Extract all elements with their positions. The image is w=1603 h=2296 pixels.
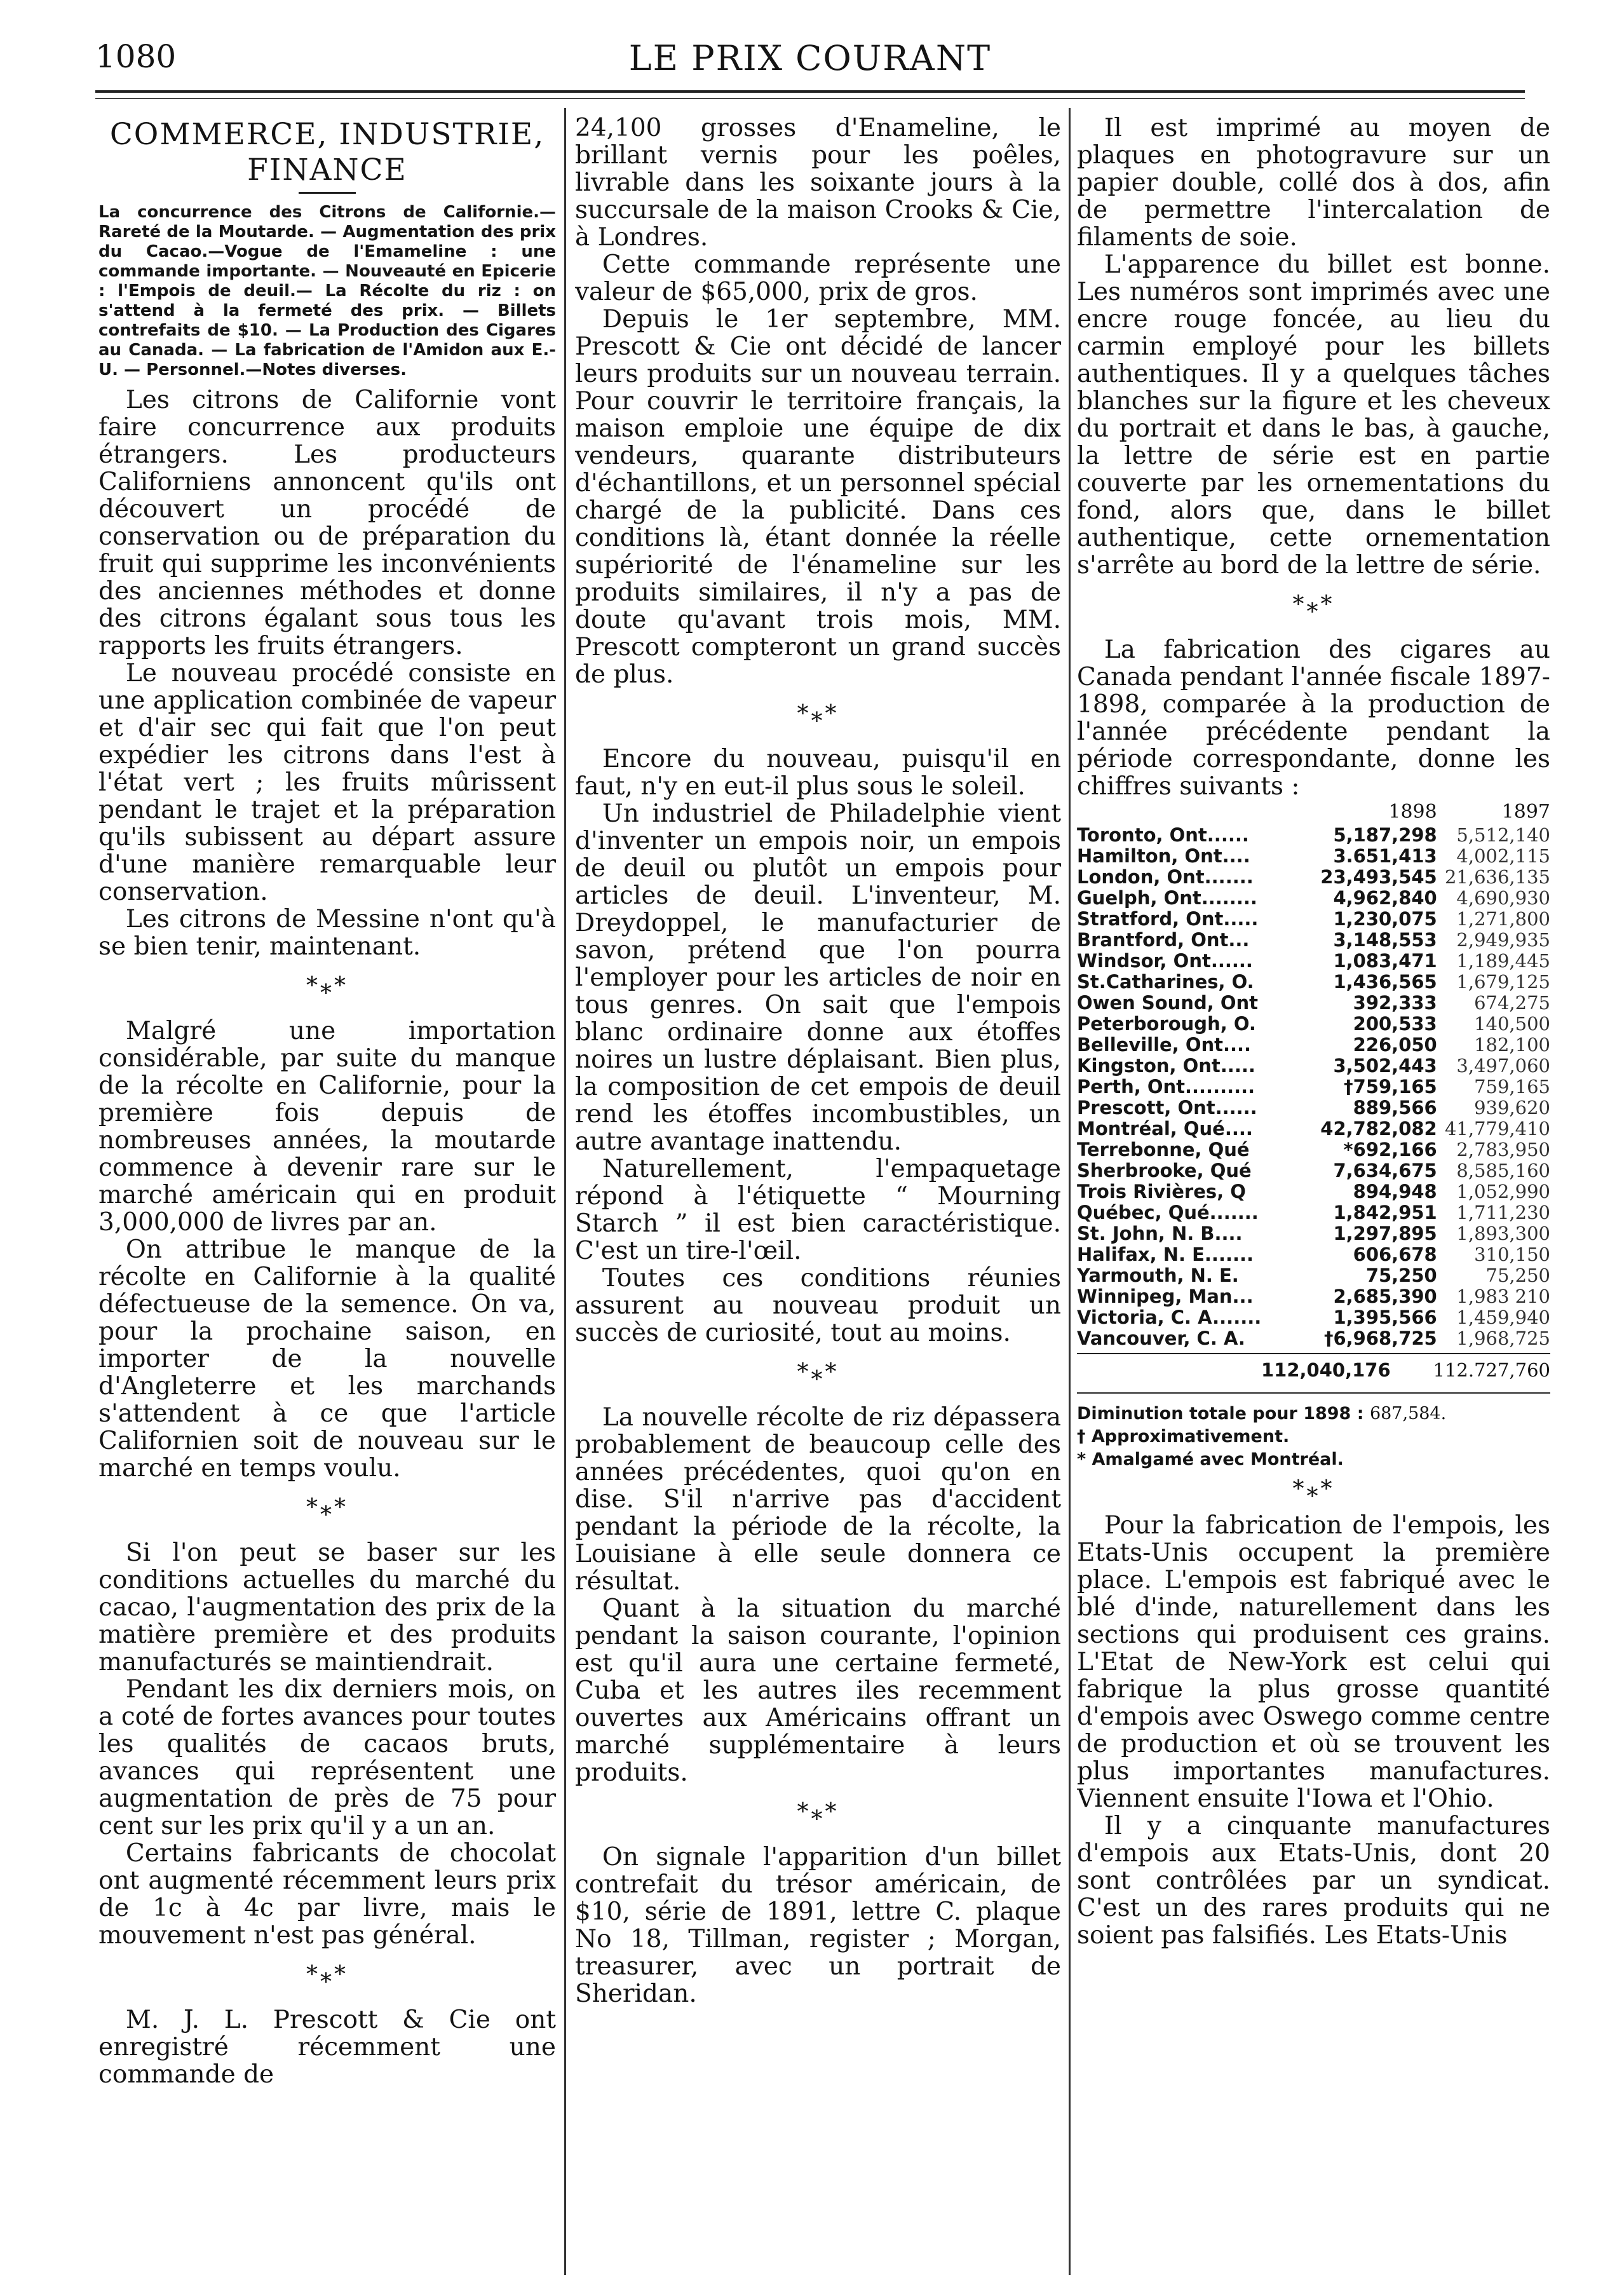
table-cell-1898: †759,165 xyxy=(1344,1076,1437,1097)
table-cell-1898: 889,566 xyxy=(1353,1097,1437,1118)
article-paragraph: Pendant les dix derniers mois, on a coté de fortes avances pour toutes les qualités de cacaos bruts, avances qui représentent une augmentation de près de 75 pour cent sur les prix qu'il y a un an. xyxy=(98,1675,556,1840)
table-cell-1898: 3,502,443 xyxy=(1333,1055,1437,1077)
table-cell-city: Victoria, C. A....... xyxy=(1077,1307,1262,1328)
section-title-line-1: COMMERCE, INDUSTRIE, xyxy=(109,117,545,152)
table-cell-city: London, Ont....... xyxy=(1077,866,1254,888)
table-row xyxy=(1077,1244,1550,1265)
table-cell-1898: *692,166 xyxy=(1343,1139,1437,1160)
table-row xyxy=(1077,1286,1550,1307)
table-cell-1898: 1,395,566 xyxy=(1333,1307,1437,1328)
article-paragraph: Il y a cinquante manufactures d'empois aux Etats-Unis, dont 20 sont contrôlées par un syndicat. C'est un des rares produits qui ne soient pas falsifiés. Les Etats-Unis xyxy=(1077,1812,1550,1950)
table-cell-city: Hamilton, Ont.... xyxy=(1077,845,1250,867)
table-row xyxy=(1077,1202,1550,1223)
table-cell-city: Trois Rivières, Q xyxy=(1077,1181,1246,1202)
table-row xyxy=(1077,1160,1550,1181)
article-paragraph: Il est imprimé au moyen de plaques en photogravure sur un papier double, collé dos à dos, afin de permettre l'intercalation de filaments de soie. xyxy=(1077,114,1550,252)
table-cell-1897: 310,150 xyxy=(1474,1244,1550,1265)
article-paragraph: Pour la fabrication de l'empois, les Etats-Unis occupent la première place. L'empois est fabriqué avec le blé d'inde, naturellement dans les sections qui produisent ces grains. L'Etat de New-York est celui qui fabrique la plus grosse quantité d'empois avec Oswego comme centre de production et où se trouvent les plus importantes manufactures. Viennent ensuite l'Iowa et l'Ohio. xyxy=(1077,1511,1550,1813)
table-cell-1898: 2,685,390 xyxy=(1333,1286,1437,1307)
section-title xyxy=(98,117,556,188)
table-cell-1898: 392,333 xyxy=(1353,992,1437,1014)
table-cell-1897: 1,893,300 xyxy=(1456,1223,1550,1244)
table-cell-1898: 42,782,082 xyxy=(1320,1118,1437,1139)
table-cell-1897: 4,690,930 xyxy=(1456,887,1550,909)
table-cell-1898: 1,842,951 xyxy=(1333,1202,1437,1223)
year-header-1898: 1898 xyxy=(1388,801,1437,823)
article-paragraph: Quant à la situation du marché pendant la saison courante, l'opinion est qu'il aura une certaine fermeté, Cuba et les autres iles recemment ouvertes aux Américains offrant un marché supplémentaire à leurs produits. xyxy=(575,1594,1061,1787)
journal-title: LE PRIX COURANT xyxy=(628,38,992,78)
table-cell-city: St.Catharines, O. xyxy=(1077,971,1254,993)
column-1 xyxy=(98,114,556,2281)
table-cell-city: Windsor, Ont...... xyxy=(1077,950,1253,972)
diminution-note xyxy=(1077,1403,1550,1425)
table-cell-1897: 1,968,725 xyxy=(1456,1328,1550,1349)
cigar-production-table xyxy=(1077,801,1550,1349)
table-cell-1898: 200,533 xyxy=(1353,1013,1437,1035)
table-cell-1898: 1,230,075 xyxy=(1333,908,1437,930)
table-cell-city: Toronto, Ont...... xyxy=(1077,824,1249,846)
table-row xyxy=(1077,972,1550,993)
article-paragraph: On attribue le manque de la récolte en Californie à la qualité défectueuse de la semence. On va, pour la prochaine saison, en importer de la nouvelle d'Angleterre et les marchands s'attendent à ce que l'article Californien soit de nouveau sur le marché en temps voulu. xyxy=(98,1235,556,1483)
article-paragraph: Naturellement, l'empaquetage répond à l'étiquette “ Mourning Starch ” il est bien caractéristique. C'est un tire-l'œil. xyxy=(575,1155,1061,1265)
article-paragraph: 24,100 grosses d'Enameline, le brillant vernis pour les poêles, livrable dans les soixante jours à la succursale de la maison Crooks & Cie, à Londres. xyxy=(575,114,1061,252)
section-separator: *⁎* xyxy=(797,701,839,727)
column-divider xyxy=(1069,108,1071,2275)
table-row xyxy=(1077,951,1550,972)
table-cell-city: Sherbrooke, Qué xyxy=(1077,1160,1252,1181)
table-row xyxy=(1077,993,1550,1014)
article-paragraph: Si l'on peut se baser sur les conditions actuelles du marché du cacao, l'augmentation des prix de la matière première et des produits manufacturés se maintiendrait. xyxy=(98,1539,556,1676)
table-cell-1897: 1,711,230 xyxy=(1456,1202,1550,1223)
article-paragraph: Le nouveau procédé consiste en une application combinée de vapeur et d'air sec qui fait que l'on peut expédier les citrons dans l'est à l'état vert ; les fruits mûrissent pendant le trajet et la préparation qu'ils subissent au départ assure d'une manière remarquable leur conservation. xyxy=(98,659,556,906)
table-cell-1898: 226,050 xyxy=(1353,1034,1437,1056)
section-separator: *⁎* xyxy=(1292,1476,1335,1502)
table-cell-1897: 1,459,940 xyxy=(1456,1307,1550,1328)
table-row xyxy=(1077,1056,1550,1077)
table-cell-city: Vancouver, C. A. xyxy=(1077,1328,1245,1349)
table-cell-1898: 1,083,471 xyxy=(1333,950,1437,972)
table-cell-1897: 182,100 xyxy=(1474,1034,1550,1056)
table-cell-1897: 2,949,935 xyxy=(1456,929,1550,951)
table-row xyxy=(1077,930,1550,951)
table-row xyxy=(1077,1328,1550,1349)
table-row xyxy=(1077,1118,1550,1139)
article-paragraph: M. J. L. Prescott & Cie ont enregistré récemment une commande de xyxy=(98,2006,556,2089)
table-cell-city: Halifax, N. E....... xyxy=(1077,1244,1254,1265)
table-cell-city: Belleville, Ont.... xyxy=(1077,1034,1252,1056)
table-cell-1898: 606,678 xyxy=(1353,1244,1437,1265)
section-separator: *⁎* xyxy=(1292,592,1335,618)
section-separator: *⁎* xyxy=(306,1495,348,1521)
table-cell-1898: †6,968,725 xyxy=(1323,1328,1437,1349)
article-paragraph: Cette commande représente une valeur de $65,000, prix de gros. xyxy=(575,250,1061,306)
table-row xyxy=(1077,1181,1550,1202)
table-cell-1898: 5,187,298 xyxy=(1333,824,1437,846)
table-cell-city: Brantford, Ont... xyxy=(1077,929,1250,951)
table-cell-1898: 894,948 xyxy=(1353,1181,1437,1202)
year-header-1897: 1897 xyxy=(1501,801,1550,823)
table-cell-city: Prescott, Ont...... xyxy=(1077,1097,1257,1118)
table-cell-1897: 75,250 xyxy=(1485,1265,1550,1286)
amalgamation-note: * Amalgamé avec Montréal. xyxy=(1077,1450,1344,1469)
article-paragraph: Toutes ces conditions réunies assurent au nouveau produit un succès de curiosité, tout au moins. xyxy=(575,1264,1061,1347)
section-title-line-2: FINANCE xyxy=(247,153,407,187)
table-cell-city: Yarmouth, N. E. xyxy=(1077,1265,1239,1286)
table-cell-city: Owen Sound, Ont xyxy=(1077,992,1258,1014)
article-paragraph: La fabrication des cigares au Canada pendant l'année fiscale 1897-1898, comparée à la production de l'année précédente pendant la période correspondante, donne les chiffres suivants : xyxy=(1077,635,1550,801)
table-cell-city: Winnipeg, Man... xyxy=(1077,1286,1254,1307)
table-cell-city: Guelph, Ont........ xyxy=(1077,887,1257,909)
table-cell-1897: 1,679,125 xyxy=(1456,971,1550,993)
table-cell-1897: 4,002,115 xyxy=(1456,845,1550,867)
column-3 xyxy=(1077,114,1550,2281)
table-row xyxy=(1077,1223,1550,1244)
table-cell-1897: 140,500 xyxy=(1474,1013,1550,1035)
diminution-value: 687,584. xyxy=(1369,1404,1447,1423)
total-1898: 112,040,176 xyxy=(1261,1359,1391,1381)
table-row xyxy=(1077,888,1550,909)
diminution-label: Diminution totale pour 1898 : xyxy=(1077,1404,1364,1423)
article-paragraph: Les citrons de Californie vont faire concurrence aux produits étrangers. Les producteurs Californiens annoncent qu'ils ont découvert un procédé de conservation ou de préparation du fruit qui supprime les inconvénients des anciennes méthodes et donne des citrons égalant sous tous les rapports les fruits étrangers. xyxy=(98,386,556,660)
table-cell-1897: 759,165 xyxy=(1474,1076,1550,1097)
section-separator: *⁎* xyxy=(797,1359,839,1385)
table-cell-city: St. John, N. B.... xyxy=(1077,1223,1243,1244)
table-cell-1897: 1,189,445 xyxy=(1456,950,1550,972)
table-cell-city: Kingston, Ont..... xyxy=(1077,1055,1255,1077)
notes-rule xyxy=(1077,1392,1550,1394)
table-cell-1897: 1,052,990 xyxy=(1456,1181,1550,1202)
table-row xyxy=(1077,846,1550,867)
article-paragraph: Malgré une importation considérable, par suite du manque de la récolte en Californie, pour la première fois depuis de nombreuses années, la moutarde commence à devenir rare sur le marché américain qui en produit 3,000,000 de livres par an. xyxy=(98,1017,556,1237)
table-row xyxy=(1077,1265,1550,1286)
table-cell-1897: 5,512,140 xyxy=(1456,824,1550,846)
cigar-table-body xyxy=(1077,825,1550,1349)
table-row xyxy=(1077,867,1550,888)
column-2 xyxy=(575,114,1061,2281)
article-paragraph: Un industriel de Philadelphie vient d'inventer un empois noir, un empois de deuil ou plutôt un empois pour articles de deuil. L'inventeur, M. Dreydoppel, le manufacturier de savon, prétend que l'on pourra l'employer pour les articles de noir en tous genres. On sait que l'empois blanc ordinaire donne aux étoffes noires un lustre déplaisant. Bien plus, la composition de cet empois de deuil rend les étoffes incombustibles, un autre avantage inattendu. xyxy=(575,799,1061,1156)
table-cell-city: Stratford, Ont..... xyxy=(1077,908,1259,930)
table-cell-1897: 3,497,060 xyxy=(1456,1055,1550,1077)
table-row xyxy=(1077,909,1550,930)
article-paragraph: Depuis le 1er septembre, MM. Prescott & Cie ont décidé de lancer leurs produits sur un nouveau terrain. Pour couvrir le territoire français, la maison emploie une équipe de dix vendeurs, quarante distributeurs d'échantillons, et un personnel spécial chargé de la publicité. Dans ces conditions là, étant donnée la réelle supériorité de l'énameline sur les produits similaires, il n'y a pas de doute qu'avant trois mois, MM. Prescott compteront un grand succès de plus. xyxy=(575,305,1061,689)
approximation-note: † Approximativement. xyxy=(1077,1427,1290,1446)
table-row xyxy=(1077,1097,1550,1118)
article-paragraph: La nouvelle récolte de riz dépassera probablement de beaucoup celle des années précédentes, quoi qu'on en dise. S'il n'arrive pas d'accident pendant la période de la récolte, la Louisiane à elle seule donnera ce résultat. xyxy=(575,1403,1061,1596)
table-row xyxy=(1077,1307,1550,1328)
table-cell-1898: 1,436,565 xyxy=(1333,971,1437,993)
table-row xyxy=(1077,1077,1550,1097)
section-separator: *⁎* xyxy=(306,1962,348,1988)
table-cell-1898: 7,634,675 xyxy=(1333,1160,1437,1181)
table-row xyxy=(1077,1139,1550,1160)
table-header-blank xyxy=(1077,801,1320,825)
table-cell-1898: 23,493,545 xyxy=(1320,866,1437,888)
table-header-row xyxy=(1077,801,1550,825)
table-cell-1898: 1,297,895 xyxy=(1333,1223,1437,1244)
table-row xyxy=(1077,1014,1550,1035)
table-cell-city: Montréal, Qué.... xyxy=(1077,1118,1253,1139)
article-paragraph: Encore du nouveau, puisqu'il en faut, n'y en eut-il plus sous le soleil. xyxy=(575,745,1061,801)
section-separator: *⁎* xyxy=(306,973,348,999)
total-1897: 112.727,760 xyxy=(1433,1359,1550,1381)
table-row xyxy=(1077,1035,1550,1056)
table-cell-1897: 8,585,160 xyxy=(1456,1160,1550,1181)
table-row xyxy=(1077,825,1550,846)
title-dash xyxy=(299,192,356,194)
header-rule xyxy=(95,90,1525,93)
table-cell-1897: 2,783,950 xyxy=(1456,1139,1550,1160)
table-cell-1898: 75,250 xyxy=(1365,1265,1437,1286)
section-summary: La concurrence des Citrons de Californie.— Rareté de la Moutarde. — Augmentation des prix du Cacao.—Vogue de l'Emameline : une commande importante. — Nouveauté en Epicerie : l'Empois de deuil.— La Récolte du riz : on s'attend à la fermeté des prix. — Billets contrefaits de $10. — La Production des Cigares au Canada. — La fabrication de l'Amidon aux E.-U. — Personnel.—Notes diverses. xyxy=(98,203,556,379)
page-number: 1080 xyxy=(95,38,177,75)
table-cell-city: Québec, Qué....... xyxy=(1077,1202,1259,1223)
table-cell-1898: 3,148,553 xyxy=(1333,929,1437,951)
table-cell-city: Peterborough, O. xyxy=(1077,1013,1256,1035)
header-rule-thin xyxy=(95,98,1525,99)
table-total-row xyxy=(1077,1353,1550,1385)
article-paragraph: L'apparence du billet est bonne. Les numéros sont imprimés avec une encre rouge foncée, au lieu du carmin employé pour les billets authentiques. Il y a quelques tâches blanches sur la figure et les cheveux du portrait et dans le bas, à gauche, la lettre de série est en partie couverte par les ornementations du fond, alors que, dans le billet authentique, cette ornementation s'arrête au bord de la lettre de série. xyxy=(1077,250,1550,580)
section-separator: *⁎* xyxy=(797,1799,839,1825)
table-cell-1897: 41,779,410 xyxy=(1444,1118,1550,1139)
table-cell-1897: 674,275 xyxy=(1474,992,1550,1014)
table-cell-1897: 1,983 210 xyxy=(1456,1286,1550,1307)
table-cell-1897: 939,620 xyxy=(1474,1097,1550,1118)
table-cell-city: Perth, Ont.......... xyxy=(1077,1076,1255,1097)
article-paragraph: Les citrons de Messine n'ont qu'à se bien tenir, maintenant. xyxy=(98,905,556,961)
page-header xyxy=(95,38,1525,88)
table-cell-1898: 4,962,840 xyxy=(1333,887,1437,909)
table-cell-city: Terrebonne, Qué xyxy=(1077,1139,1250,1160)
table-cell-1897: 1,271,800 xyxy=(1456,908,1550,930)
article-paragraph: Certains fabricants de chocolat ont augmenté récemment leurs prix de 1c à 4c par livre, mais le mouvement n'est pas général. xyxy=(98,1839,556,1950)
table-cell-1898: 3.651,413 xyxy=(1333,845,1437,867)
table-cell-1897: 21,636,135 xyxy=(1444,866,1550,888)
column-divider xyxy=(564,108,566,2275)
article-paragraph: On signale l'apparition d'un billet contrefait du trésor américain, de $10, série de 1891, lettre C. plaque No 18, Tillman, register ; Morgan, treasurer, avec un portrait de Sheridan. xyxy=(575,1843,1061,2008)
